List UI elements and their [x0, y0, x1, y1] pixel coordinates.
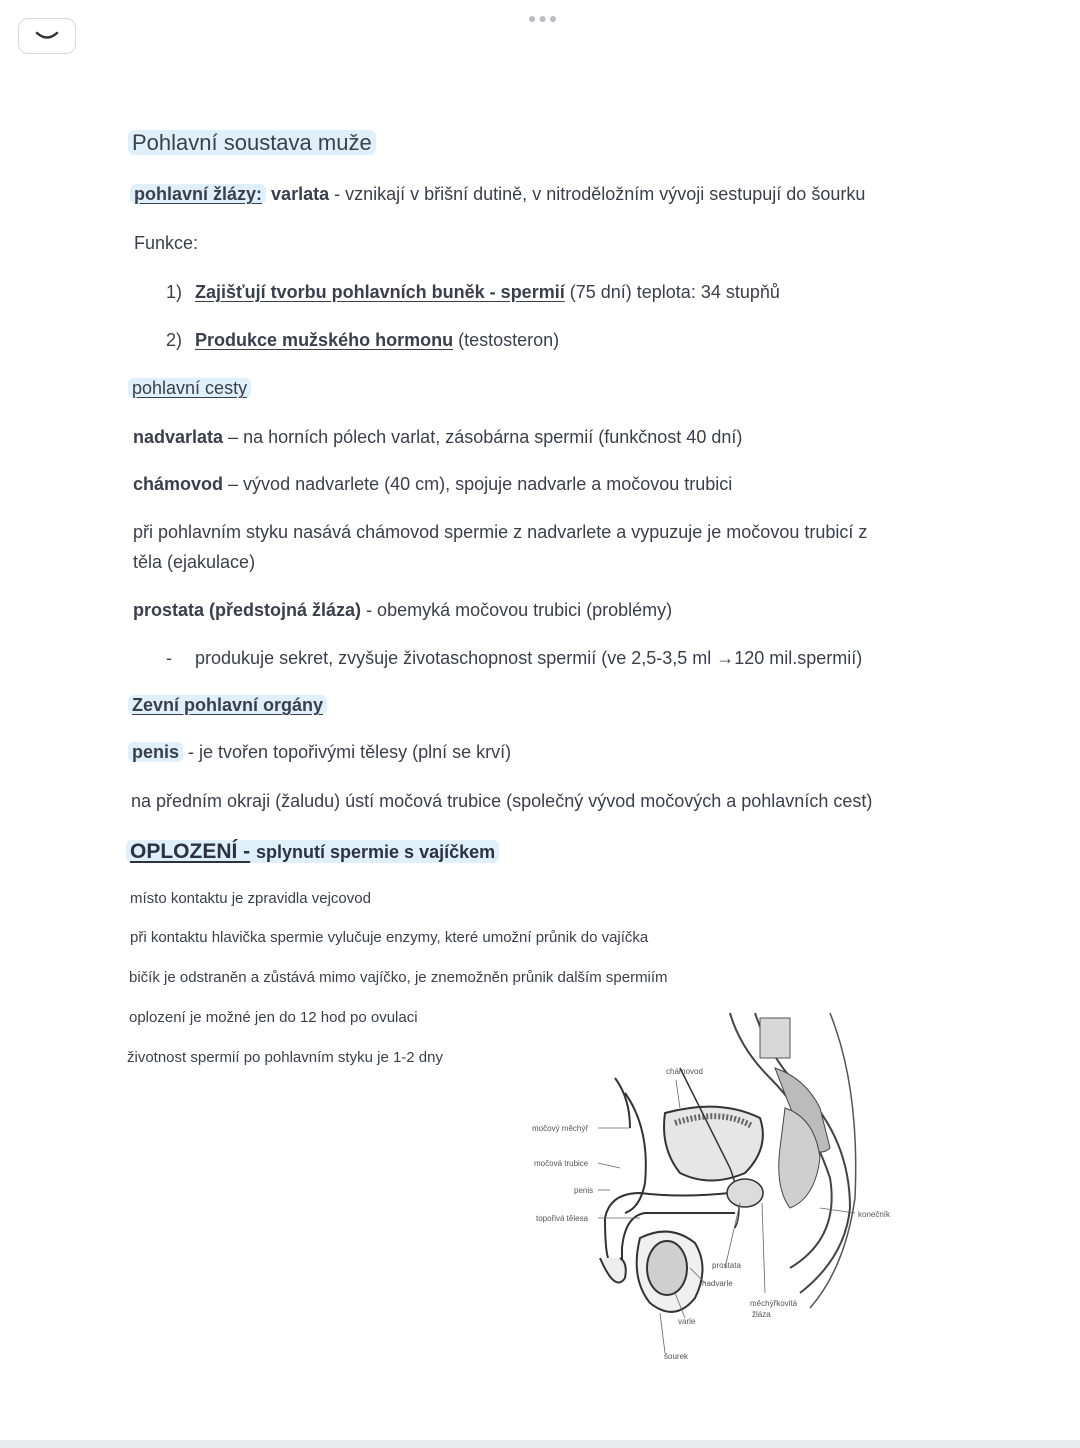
glands-line: pohlavní žlázy: varlata - vznikají v břišní dutině, v nitroděložním vývoji sestupují do šourku — [130, 184, 865, 205]
diagram-label: šourek — [664, 1352, 689, 1361]
nadvarlata-line: nadvarlata – na horních pólech varlat, zásobárna spermií (funkčnost 40 dní) — [133, 427, 743, 447]
prostata-line: prostata (předstojná žláza) - obemyká močovou trubici (problémy) — [133, 600, 673, 620]
zalud-line: na předním okraji (žaludu) ústí močová trubice (společný vývod močových a pohlavních cest) — [131, 791, 873, 811]
diagram-label: prostata — [712, 1261, 741, 1270]
oplozeni-line: oplození je možné jen do 12 hod po ovulaci — [129, 1009, 418, 1026]
penis-line: penis - je tvořen topořivými tělesy (plní se krví) — [128, 742, 511, 763]
diagram-label: topořivá tělesa — [536, 1214, 589, 1223]
funkce-label: Funkce: — [134, 233, 199, 253]
diagram-label: měchýřkovitá — [750, 1299, 798, 1308]
more-dots-icon[interactable]: ●●● — [528, 10, 560, 26]
diagram-label: močový měchýř — [532, 1124, 589, 1133]
styk-line: při pohlavním styku nasává chámovod spermie z nadvarlete a vypuzuje je močovou trubicí z — [133, 522, 868, 542]
page-title: Pohlavní soustava muže — [128, 130, 376, 156]
function-item: 2) Produkce mužského hormonu (testosteron) — [166, 330, 560, 350]
oplozeni-line: bičík je odstraněn a zůstává mimo vajíčko, je znemožněn průnik dalším spermiím — [129, 969, 668, 986]
function-item: 1) Zajišťují tvorbu pohlavních buněk - spermií (75 dní) teplota: 34 stupňů — [166, 282, 780, 302]
styk-line: těla (ejakulace) — [133, 552, 256, 572]
oplozeni-line: místo kontaktu je zpravidla vejcovod — [130, 890, 371, 907]
diagram-label: penis — [574, 1186, 594, 1195]
section-heading: pohlavní cesty — [128, 378, 251, 399]
prostata-bullet: - produkuje sekret, zvyšuje životaschopnost spermií (ve 2,5-3,5 ml →120 mil.spermií) — [166, 648, 863, 668]
section-heading: Zevní pohlavní orgány — [128, 695, 327, 716]
collapse-button[interactable] — [18, 18, 76, 54]
diagram-label: varle — [678, 1317, 696, 1326]
diagram-label: močová trubice — [534, 1159, 589, 1168]
diagram-label: nadvarle — [702, 1279, 733, 1288]
oplozeni-line: při kontaktu hlavička spermie vylučuje enzymy, které umožní průnik do vajíčka — [130, 929, 649, 946]
anatomy-diagram — [530, 1008, 900, 1370]
page-bottom-edge — [0, 1440, 1080, 1448]
chamovod-line: chámovod – vývod nadvarlete (40 cm), spojuje nadvarle a močovou trubici — [133, 474, 733, 494]
oplozeni-line: životnost spermií po pohlavním styku je 1-2 dny — [127, 1049, 443, 1066]
diagram-label: konečník — [858, 1210, 891, 1219]
chevron-down-icon — [34, 29, 60, 43]
diagram-label: chámovod — [666, 1067, 703, 1076]
diagram-label: žláza — [752, 1310, 771, 1319]
oplozeni-heading: OPLOZENÍ - splynutí spermie s vajíčkem — [126, 840, 499, 864]
